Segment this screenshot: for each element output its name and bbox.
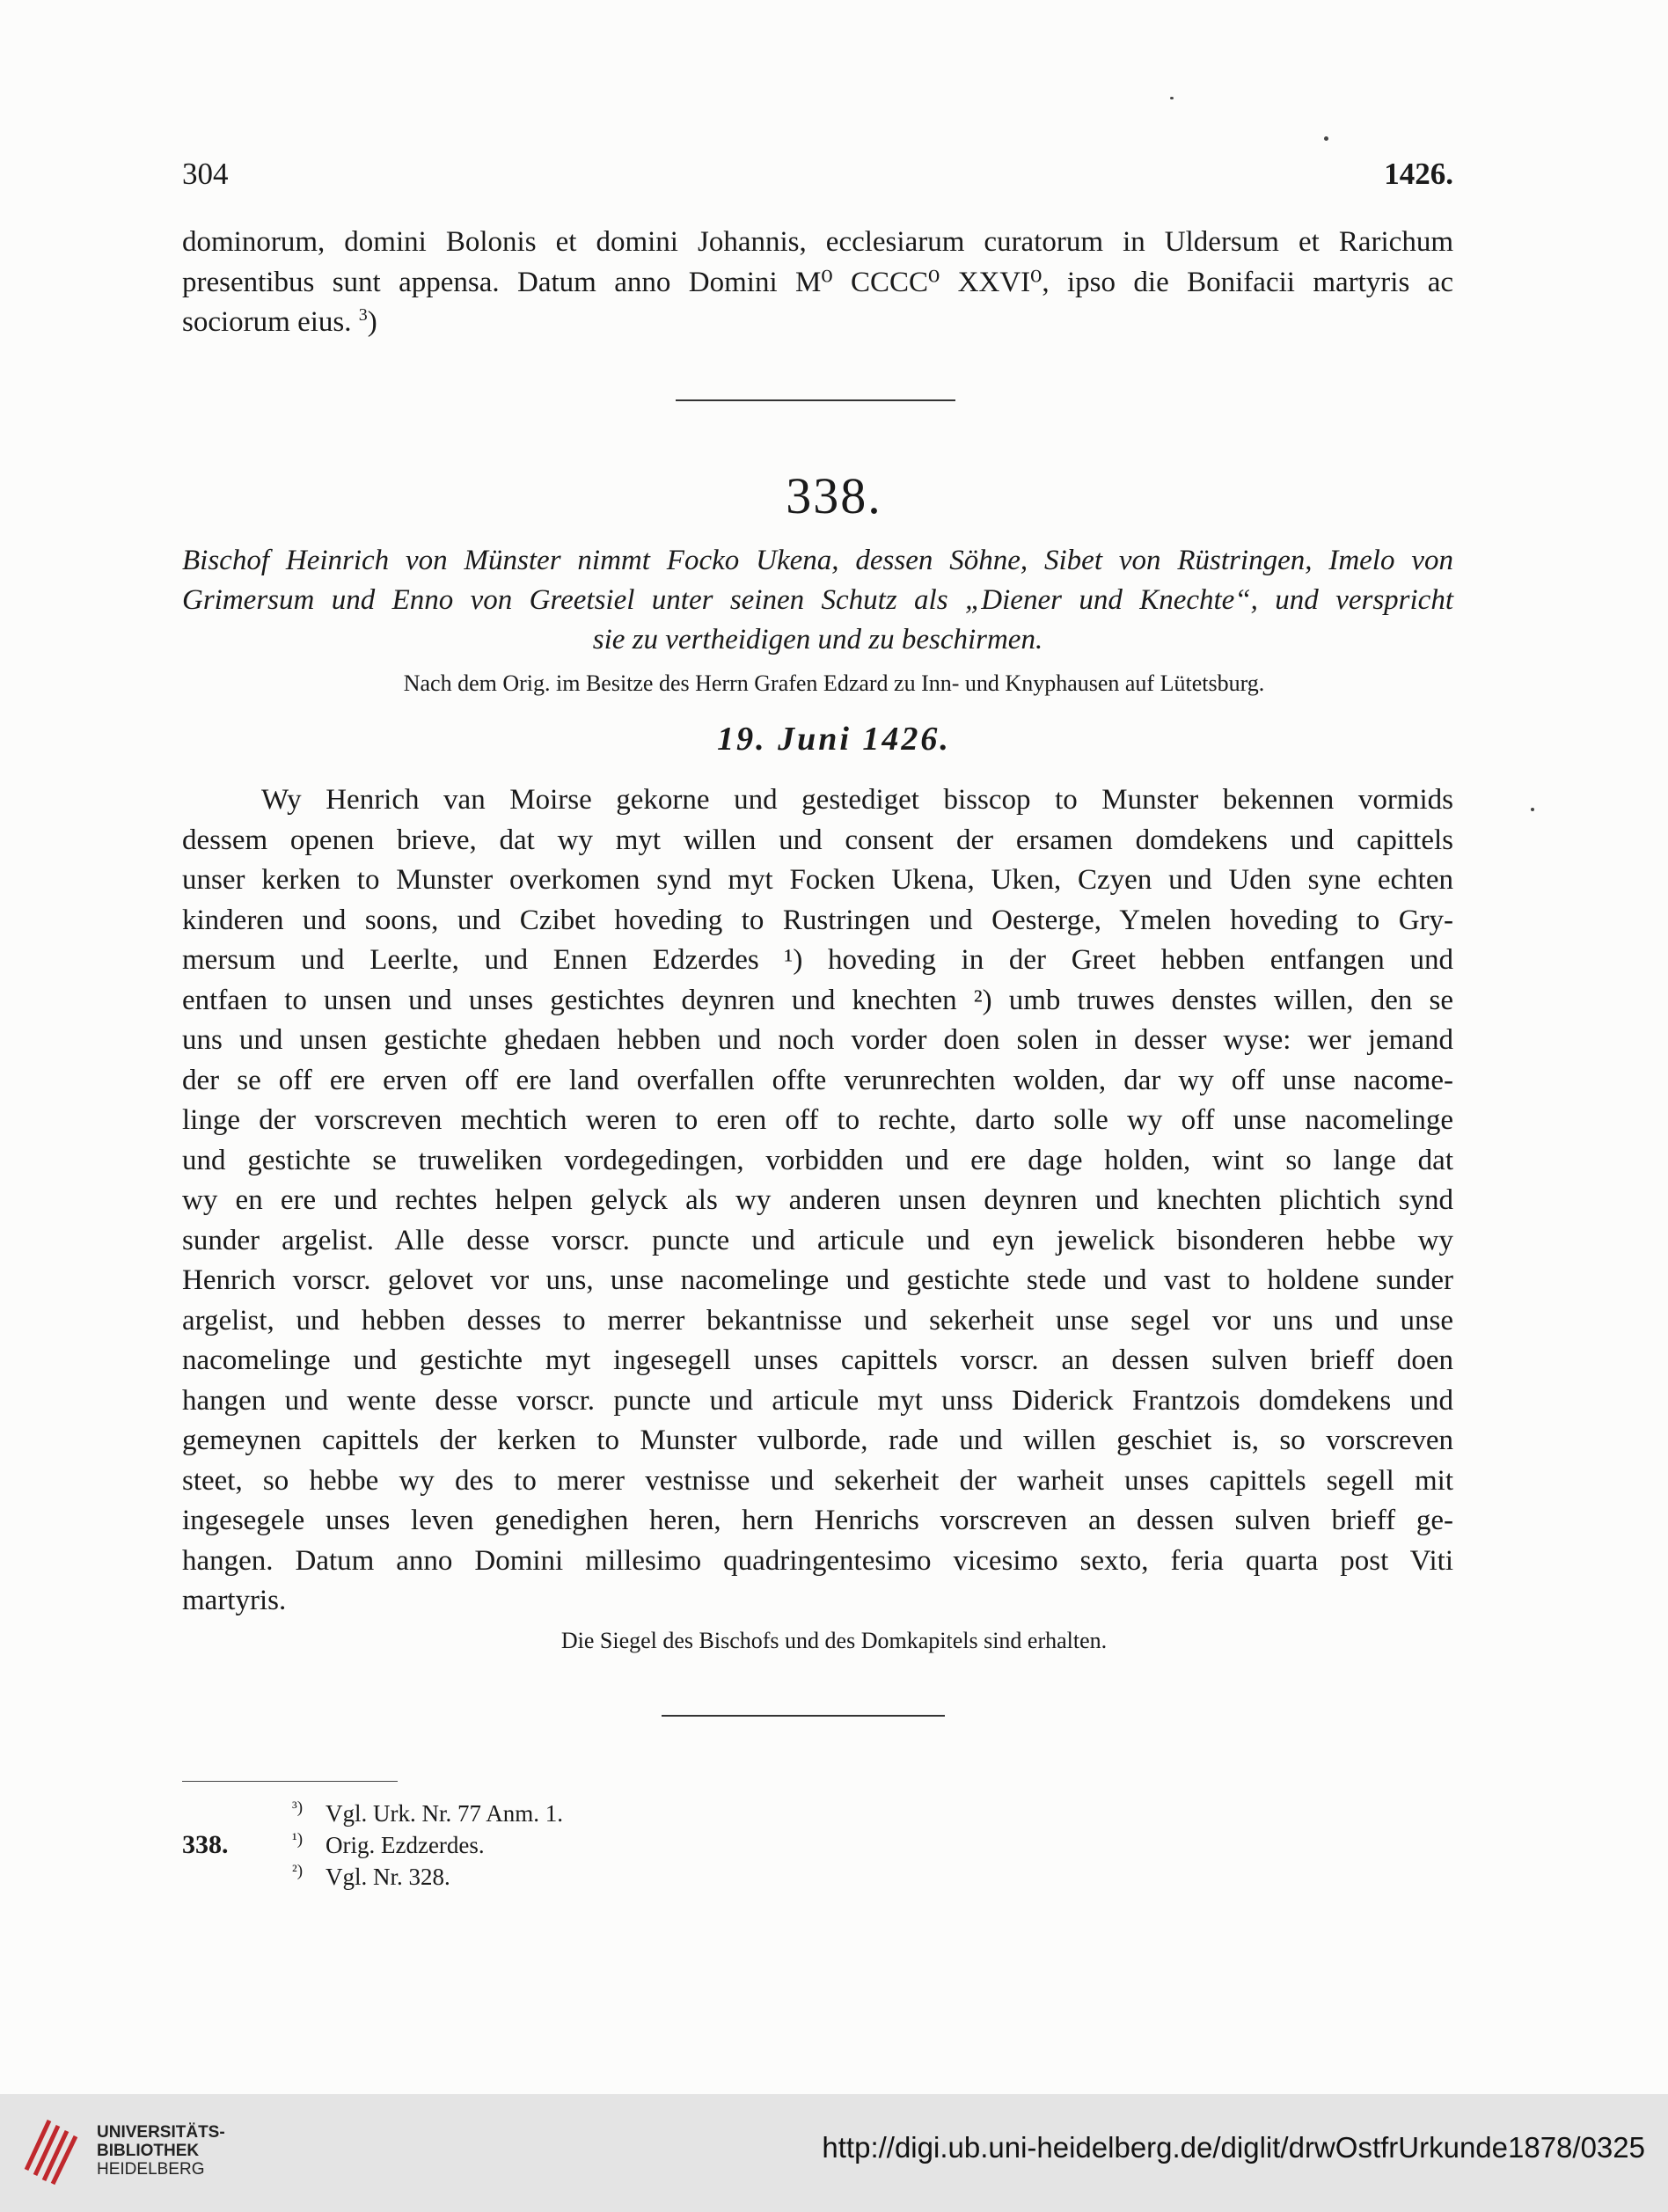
footnote: ²) Vgl. Nr. 328. <box>292 1862 450 1890</box>
section-rule <box>662 1715 945 1717</box>
carryover-paragraph <box>182 223 1453 343</box>
scan-speck <box>1170 97 1174 99</box>
text-line: dominorum, domini Bolonis et domini Johannis, ecclesiarum curatorum in Uldersum et Rarichum <box>182 226 1453 258</box>
text-line: der se off ere erven off ere land overfallen offte verunrechten wolden, dar wy off unse nacome- <box>182 1064 1453 1096</box>
text-line: kinderen und soons, und Czibet hoveding to Rustringen und Oesterge, Ymelen hoveding to Gry- <box>182 904 1453 936</box>
text-line: hangen und wente desse vorscr. puncte und articule myt unss Diderick Frantzois domdekens und <box>182 1384 1453 1417</box>
text-line: mersum und Leerlte, und Ennen Edzerdes ¹) hoveding in der Greet hebben entfangen und <box>182 944 1453 976</box>
document-body <box>182 780 1453 1622</box>
text-line: martyris. <box>182 1585 287 1616</box>
footnote-ref: 3 <box>358 305 368 325</box>
text-line: presentibus sunt appensa. Datum anno Domini M⁰ CCCC⁰ XXVI⁰, ipso die Bonifacii martyris ac <box>182 266 1453 298</box>
text-line: linge der vorscreven mechtich weren to eren off to rechte, darto solle wy off unse nacomelinge <box>182 1104 1453 1136</box>
text-line: entfaen to unsen und unses gestichtes deynren und knechten ²) umb truwes denstes willen, den se <box>182 984 1453 1016</box>
text-line: sociorum eius. $^3$) <box>182 305 377 338</box>
text-line: sunder argelist. Alle desse vorscr. puncte und articule und eyn jewelick bisonderen hebbe wy <box>182 1224 1453 1256</box>
section-rule <box>676 399 955 401</box>
seal-note: Die Siegel des Bischofs und des Domkapitels sind erhalten. <box>560 1628 1108 1653</box>
text-line: nacomelinge und gestichte myt ingesegell unses capittels vorscr. an dessen sulven brieff doen <box>182 1344 1453 1376</box>
summary-line: sie zu vertheidigen und zu beschirmen. <box>592 624 1043 656</box>
summary-line: Bischof Heinrich von Münster nimmt Focko Ukena, dessen Söhne, Sibet von Rüstringen, Imelo von <box>182 545 1453 576</box>
scan-speck <box>1531 808 1534 811</box>
footer-bar <box>0 2094 1668 2212</box>
text-line: Wy Henrich van Moirse gekorne und gestediget bisscop to Munster bekennen vormids <box>261 784 1453 816</box>
page-number: 304 <box>182 157 229 191</box>
footnote-rule <box>182 1781 398 1782</box>
source-url[interactable]: http://digi.ub.uni-heidelberg.de/diglit/drwOstfrUrkunde1878/0325 <box>822 2131 1645 2164</box>
text-line: und gestichte se truweliken vordegedingen, vorbidden und ere dage holden, wint so lange dat <box>182 1144 1453 1176</box>
text-line: uns und unsen gestichte ghedaen hebben und noch vorder doen solen in desser wyse: wer jemand <box>182 1024 1453 1056</box>
running-head-year: 1426. <box>1384 157 1453 191</box>
source-note: Nach dem Orig. im Besitze des Herrn Grafen Edzard zu Inn- und Knyphausen auf Lütetsburg. <box>403 670 1265 696</box>
text-line: unser kerken to Munster overkomen synd myt Focken Ukena, Uken, Czyen und Uden syne echten <box>182 864 1453 896</box>
footnote: 338. ¹) Orig. Ezdzerdes. <box>182 1830 485 1859</box>
text-line: wy en ere und rechtes helpen gelyck als wy anderen unsen deynren und knechten plichtich synd <box>182 1184 1453 1216</box>
text-line: Henrich vorscr. gelovet vor uns, unse nacomelinge und gestichte stede und vast to holdene sunder <box>182 1264 1453 1296</box>
text-line: ingesegele unses leven genedighen heren, hern Henrichs vorscreven an dessen sulven brieff ge- <box>182 1505 1453 1536</box>
document-number: 338. <box>786 467 882 524</box>
library-name: UNIVERSITÄTS- BIBLIOTHEK HEIDELBERG <box>97 2123 225 2179</box>
text-line: dessem openen brieve, dat wy myt willen und consent der ersamen domdekens und capittels <box>182 824 1453 856</box>
text-line: gemeynen capittels der kerken to Munster vulborde, rade und willen geschiet is, so vorscreven <box>182 1425 1453 1456</box>
text-line: steet, so hebbe wy des to merer vestnisse und sekerheit der warheit unses capittels segell mit <box>182 1464 1453 1497</box>
library-logo-icon <box>19 2108 86 2189</box>
footnote-doc-number: 338. <box>182 1830 229 1859</box>
scan-speck <box>1324 136 1328 141</box>
text-line: argelist, und hebben desses to merrer bekantnisse und sekerheit unse segel vor uns und unse <box>182 1304 1453 1337</box>
summary-line: Grimersum und Enno von Greetsiel unter seinen Schutz als „Diener und Knechte“, und verspricht <box>182 584 1453 616</box>
document-date: 19. Juni 1426. <box>717 721 951 758</box>
regest-summary <box>182 541 1453 660</box>
footnote: ³) Vgl. Urk. Nr. 77 Anm. 1. <box>292 1798 563 1827</box>
text-line: hangen. Datum anno Domini millesimo quadringentesimo vicesimo sexto, feria quarta post Viti <box>182 1544 1453 1577</box>
